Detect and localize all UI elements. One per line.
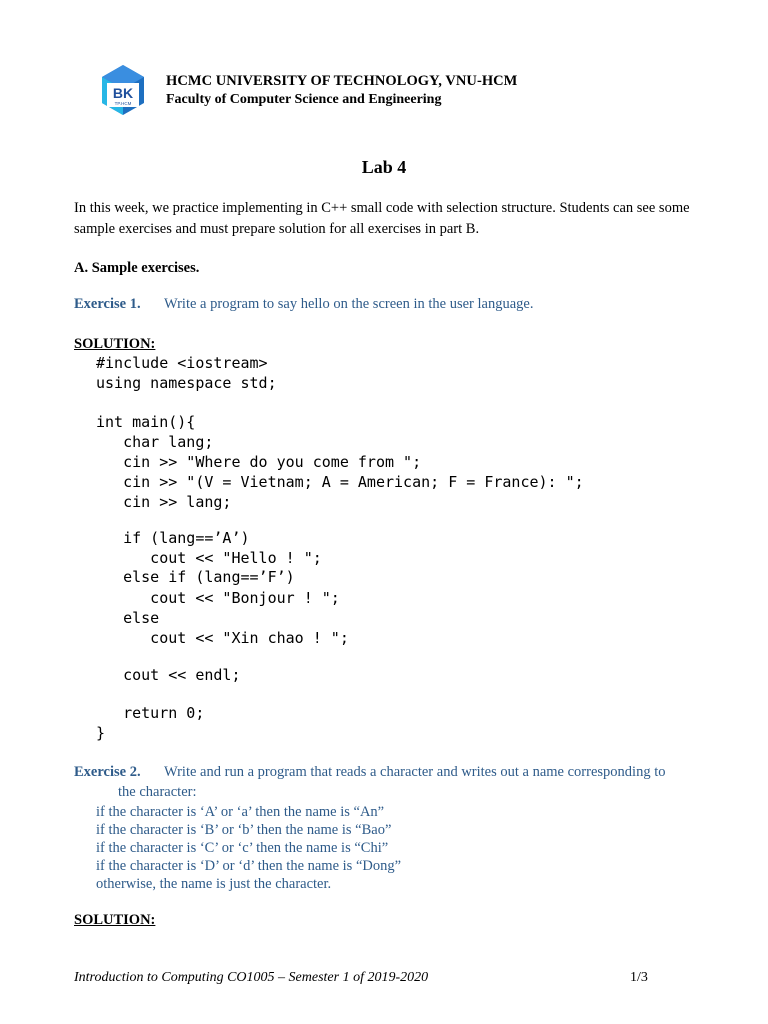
code-line: } xyxy=(96,724,106,742)
code-line: cout << "Xin chao ! "; xyxy=(96,629,349,647)
code-line: cin >> lang; xyxy=(96,493,232,511)
logo-subtext: TP.HCM xyxy=(114,101,132,106)
code-line: cout << "Bonjour ! "; xyxy=(96,589,340,607)
code-line: return 0; xyxy=(96,704,205,722)
exercise-2-text-continued: the character: xyxy=(118,784,197,800)
section-heading: A. Sample exercises. xyxy=(74,260,200,276)
exercise-2-label: Exercise 2. xyxy=(74,764,141,780)
intro-paragraph: In this week, we practice implementing in C++ small code with selection structure. Students can see some sample exercises and must prepare solution for all exercises in part B. xyxy=(74,200,690,237)
university-name: HCMC UNIVERSITY OF TECHNOLOGY, VNU-HCM xyxy=(166,73,518,89)
code-block xyxy=(96,354,696,746)
code-line: cin >> "(V = Vietnam; A = American; F = France): "; xyxy=(96,473,584,491)
exercise-1-label: Exercise 1. xyxy=(74,296,141,312)
condition-line: if the character is ‘A’ or ‘a’ then the name is “An” xyxy=(96,804,385,820)
logo-text: BK xyxy=(112,85,134,101)
condition-line: if the character is ‘B’ or ‘b’ then the name is “Bao” xyxy=(96,822,392,838)
code-line: cout << endl; xyxy=(96,666,241,684)
code-line: else xyxy=(96,609,160,627)
condition-line: if the character is ‘C’ or ‘c’ then the name is “Chi” xyxy=(96,840,389,856)
page-title: Lab 4 xyxy=(361,157,407,177)
solution-label: SOLUTION: xyxy=(74,336,156,352)
code-line: using namespace std; xyxy=(96,374,277,392)
code-line: cin >> "Where do you come from "; xyxy=(96,453,422,471)
page-number: 1/3 xyxy=(630,970,648,985)
condition-line: otherwise, the name is just the character. xyxy=(96,876,332,892)
university-logo xyxy=(96,63,150,117)
faculty-name: Faculty of Computer Science and Engineering xyxy=(166,92,442,107)
exercise-2 xyxy=(74,764,666,781)
code-line: char lang; xyxy=(96,433,214,451)
condition-line: if the character is ‘D’ or ‘d’ then the name is “Dong” xyxy=(96,858,402,874)
footer-course: Introduction to Computing CO1005 – Semester 1 of 2019-2020 xyxy=(74,970,429,985)
code-line: if (lang==’A’) xyxy=(96,529,250,547)
exercise-1 xyxy=(74,296,534,313)
code-line: int main(){ xyxy=(96,413,196,431)
exercise-1-text: Write a program to say hello on the screen in the user language. xyxy=(164,296,534,312)
code-line: cout << "Hello ! "; xyxy=(96,549,322,567)
code-line: else if (lang==’F’) xyxy=(96,568,295,586)
code-line: #include <iostream> xyxy=(96,354,268,372)
solution-2-label: SOLUTION: xyxy=(74,912,156,928)
exercise-2-text: Write and run a program that reads a character and writes out a name corresponding to xyxy=(164,764,666,780)
